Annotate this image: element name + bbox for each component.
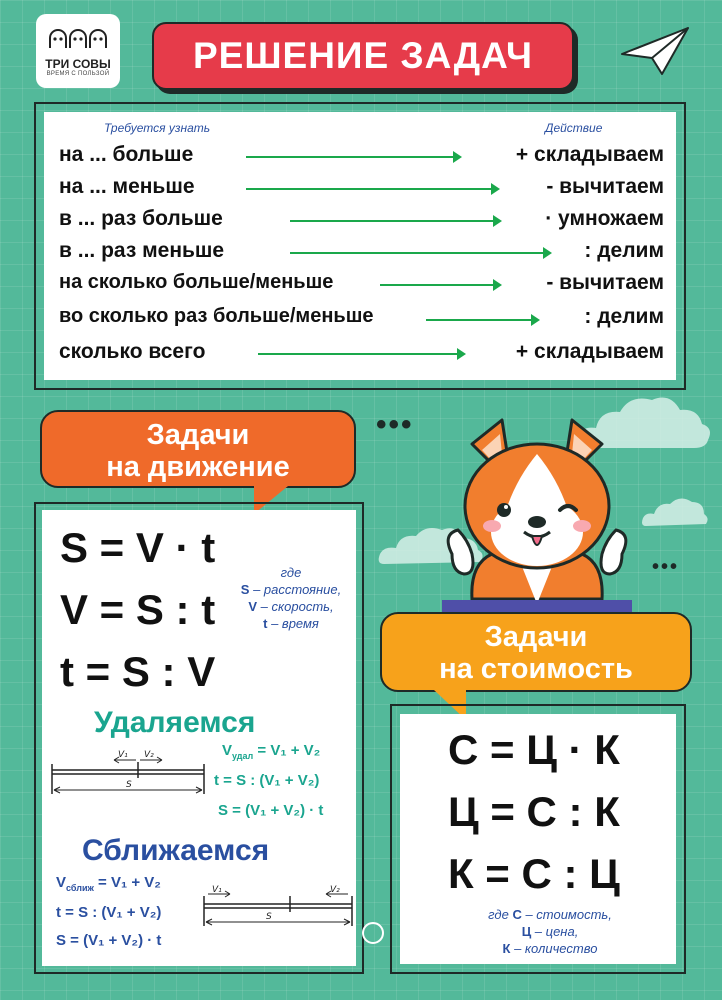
cost-legend-k-desc: – количество [510,941,598,956]
row-phrase: на сколько больше/меньше [59,271,334,293]
legend-t-desc: – время [267,616,319,631]
row-action: · умножаем [545,207,664,230]
row-phrase: в ... раз больше [59,207,223,230]
apart-diagram-s: S [126,780,132,790]
closer-diagram-v2: V₂ [330,885,340,895]
logo-name: ТРИ СОВЫ [45,57,111,71]
logo [36,14,120,88]
motion-bubble-line1: Задачи [146,419,250,451]
motion-bubble [40,410,356,488]
arrow [426,319,538,321]
closer-formula-time: t = S : (V₁ + V₂) [56,904,162,921]
arrow [380,284,500,286]
motion-bubble-line2: на движение [106,451,290,483]
row-phrase: во сколько раз больше/меньше [59,305,374,327]
closer-f1-main: V [56,874,67,891]
legend-where: где [280,565,302,580]
apart-f1-rest: = V₁ + V₂ [253,742,321,759]
apart-formula-speed [222,742,320,761]
row-action: - вычитаем [546,175,664,198]
row-phrase: на ... больше [59,143,194,166]
arrow [246,156,460,158]
logo-slogan: ВРЕМЯ С ПОЛЬЗОЙ [46,71,110,77]
apart-f1-sub: удал [232,751,254,761]
arrow [290,252,550,254]
motion-legend [226,564,356,632]
legend-s-desc: – расстояние, [249,582,342,597]
motion-formula-time: t = S : V [60,648,216,695]
legend-v-desc: – скорость, [257,599,334,614]
closer-heading: Сближаемся [82,834,270,867]
cost-legend-k-symbol: К [502,941,511,956]
corgi-mascot-icon [442,414,632,614]
circle-decoration [362,922,384,944]
cost-legend-where: где [488,907,513,922]
cost-formula-quantity: К = С : Ц [448,850,620,897]
closer-diagram-s: S [266,912,272,922]
cost-legend [440,906,660,957]
header-action: Действие [545,121,603,135]
apart-heading: Удаляемся [94,706,256,739]
row-phrase: сколько всего [59,340,206,363]
cost-bubble [380,612,692,692]
closer-f1-sub: сближ [66,883,94,893]
arrow [290,220,500,222]
cost-legend-p-desc: – цена, [531,924,579,939]
cost-bubble-line1: Задачи [484,621,588,653]
dots-decoration: ••• [376,408,414,441]
cost-formula-total: С = Ц · К [448,726,620,773]
cost-legend-p-symbol: Ц [521,924,532,939]
row-action: : делим [584,305,664,328]
apart-diagram-v1: V₁ [118,750,128,760]
row-phrase: в ... раз меньше [59,239,225,262]
page-title: РЕШЕНИЕ ЗАДАЧ [152,22,574,90]
row-action: : делим [584,239,664,262]
cost-legend-c-desc: – стоимость, [521,907,612,922]
apart-diagram [48,748,208,798]
legend-t-symbol: t [263,616,268,631]
closer-formula-speed [56,874,161,893]
row-action: - вычитаем [546,271,664,294]
cloud-icon [640,490,710,530]
arrow [246,188,498,190]
arrow [258,353,464,355]
row-action: + складываем [515,143,664,166]
apart-diagram-v2: V₂ [144,750,154,760]
closer-f1-rest: = V₁ + V₂ [93,874,161,891]
header-required: Требуется узнать [104,121,211,135]
apart-f1-main: V [222,742,233,759]
cost-formula-price: Ц = С : К [448,788,620,835]
apart-formula-distance: S = (V₁ + V₂) · t [218,802,324,819]
legend-s-symbol: S [240,582,250,597]
closer-formula-distance: S = (V₁ + V₂) · t [56,932,162,949]
motion-formula-distance: S = V · t [60,524,216,571]
row-phrase: на ... меньше [59,175,195,198]
cost-bubble-line2: на стоимость [439,653,633,685]
paper-plane-icon [616,20,696,80]
row-action: + складываем [515,340,664,363]
legend-v-symbol: V [248,599,258,614]
closer-diagram-v1: V₁ [212,885,222,895]
cost-legend-c-symbol: С [512,907,522,922]
closer-diagram [200,884,356,930]
owls-logo-icon [46,28,110,50]
apart-formula-time: t = S : (V₁ + V₂) [214,772,320,789]
dots-decoration: ••• [652,556,680,578]
motion-formula-speed: V = S : t [60,586,216,633]
